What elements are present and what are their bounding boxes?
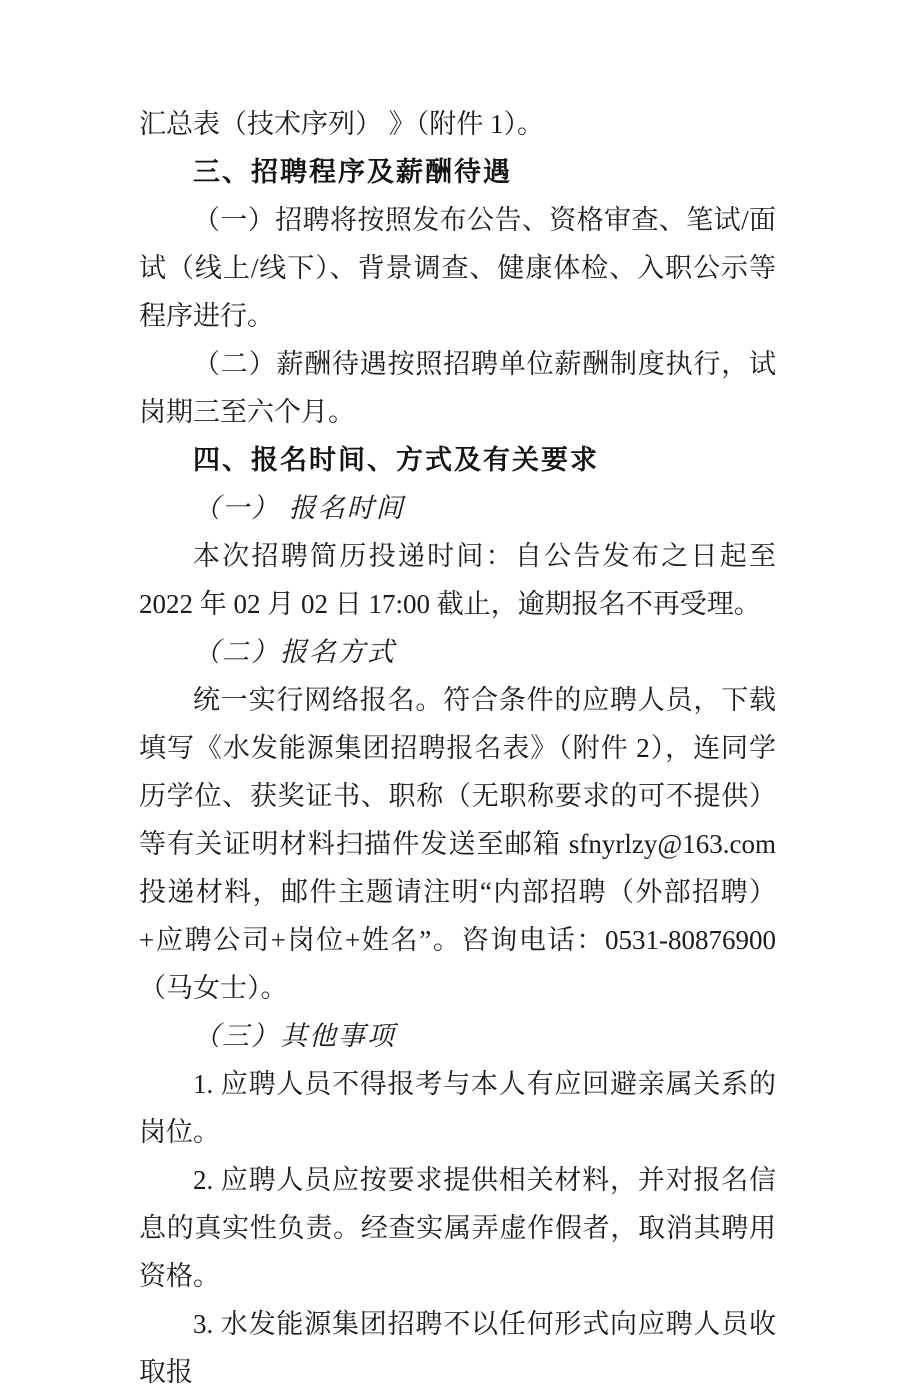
sub-heading-other-items: （三）其他事项	[193, 1021, 396, 1051]
paragraph: 统一实行网络报名。符合条件的应聘人员，下载填写《水发能源集团招聘报名表》（附件 2），连同学历学位、获奖证书、职称（无职称要求的可不提供）等有关证明材料扫描件发送至邮箱 sfnyrlzy@163.com 投递材料，邮件主题请注明“内部招聘（外部招聘）+应聘公司+岗位+姓名”。咨询电话：0531-80876900（马女士）。	[139, 685, 776, 1003]
section-heading-3: 三、招聘程序及薪酬待遇	[193, 157, 512, 187]
sub-heading-signup-time: （一） 报名时间	[193, 493, 405, 523]
paragraph: 1. 应聘人员不得报考与本人有应回避亲属关系的岗位。	[139, 1069, 776, 1147]
paragraph: 本次招聘简历投递时间：自公告发布之日起至 2022 年 02 月 02 日 17:00 截止，逾期报名不再受理。	[139, 541, 776, 619]
sub-heading-signup-method: （二）报名方式	[193, 637, 396, 667]
paragraph-continuation: 汇总表（技术序列） 》（附件 1）。	[139, 109, 544, 139]
paragraph: （二）薪酬待遇按照招聘单位薪酬制度执行，试岗期三至六个月。	[139, 349, 776, 427]
paragraph: 3. 水发能源集团招聘不以任何形式向应聘人员收取报	[139, 1309, 776, 1387]
section-heading-4: 四、报名时间、方式及有关要求	[193, 445, 599, 475]
document-content	[139, 100, 776, 1396]
paragraph: （一）招聘将按照发布公告、资格审查、笔试/面试（线上/线下）、背景调查、健康体检、入职公示等程序进行。	[139, 205, 776, 331]
paragraph: 2. 应聘人员应按要求提供相关材料，并对报名信息的真实性负责。经查实属弄虚作假者，取消其聘用资格。	[139, 1165, 776, 1291]
